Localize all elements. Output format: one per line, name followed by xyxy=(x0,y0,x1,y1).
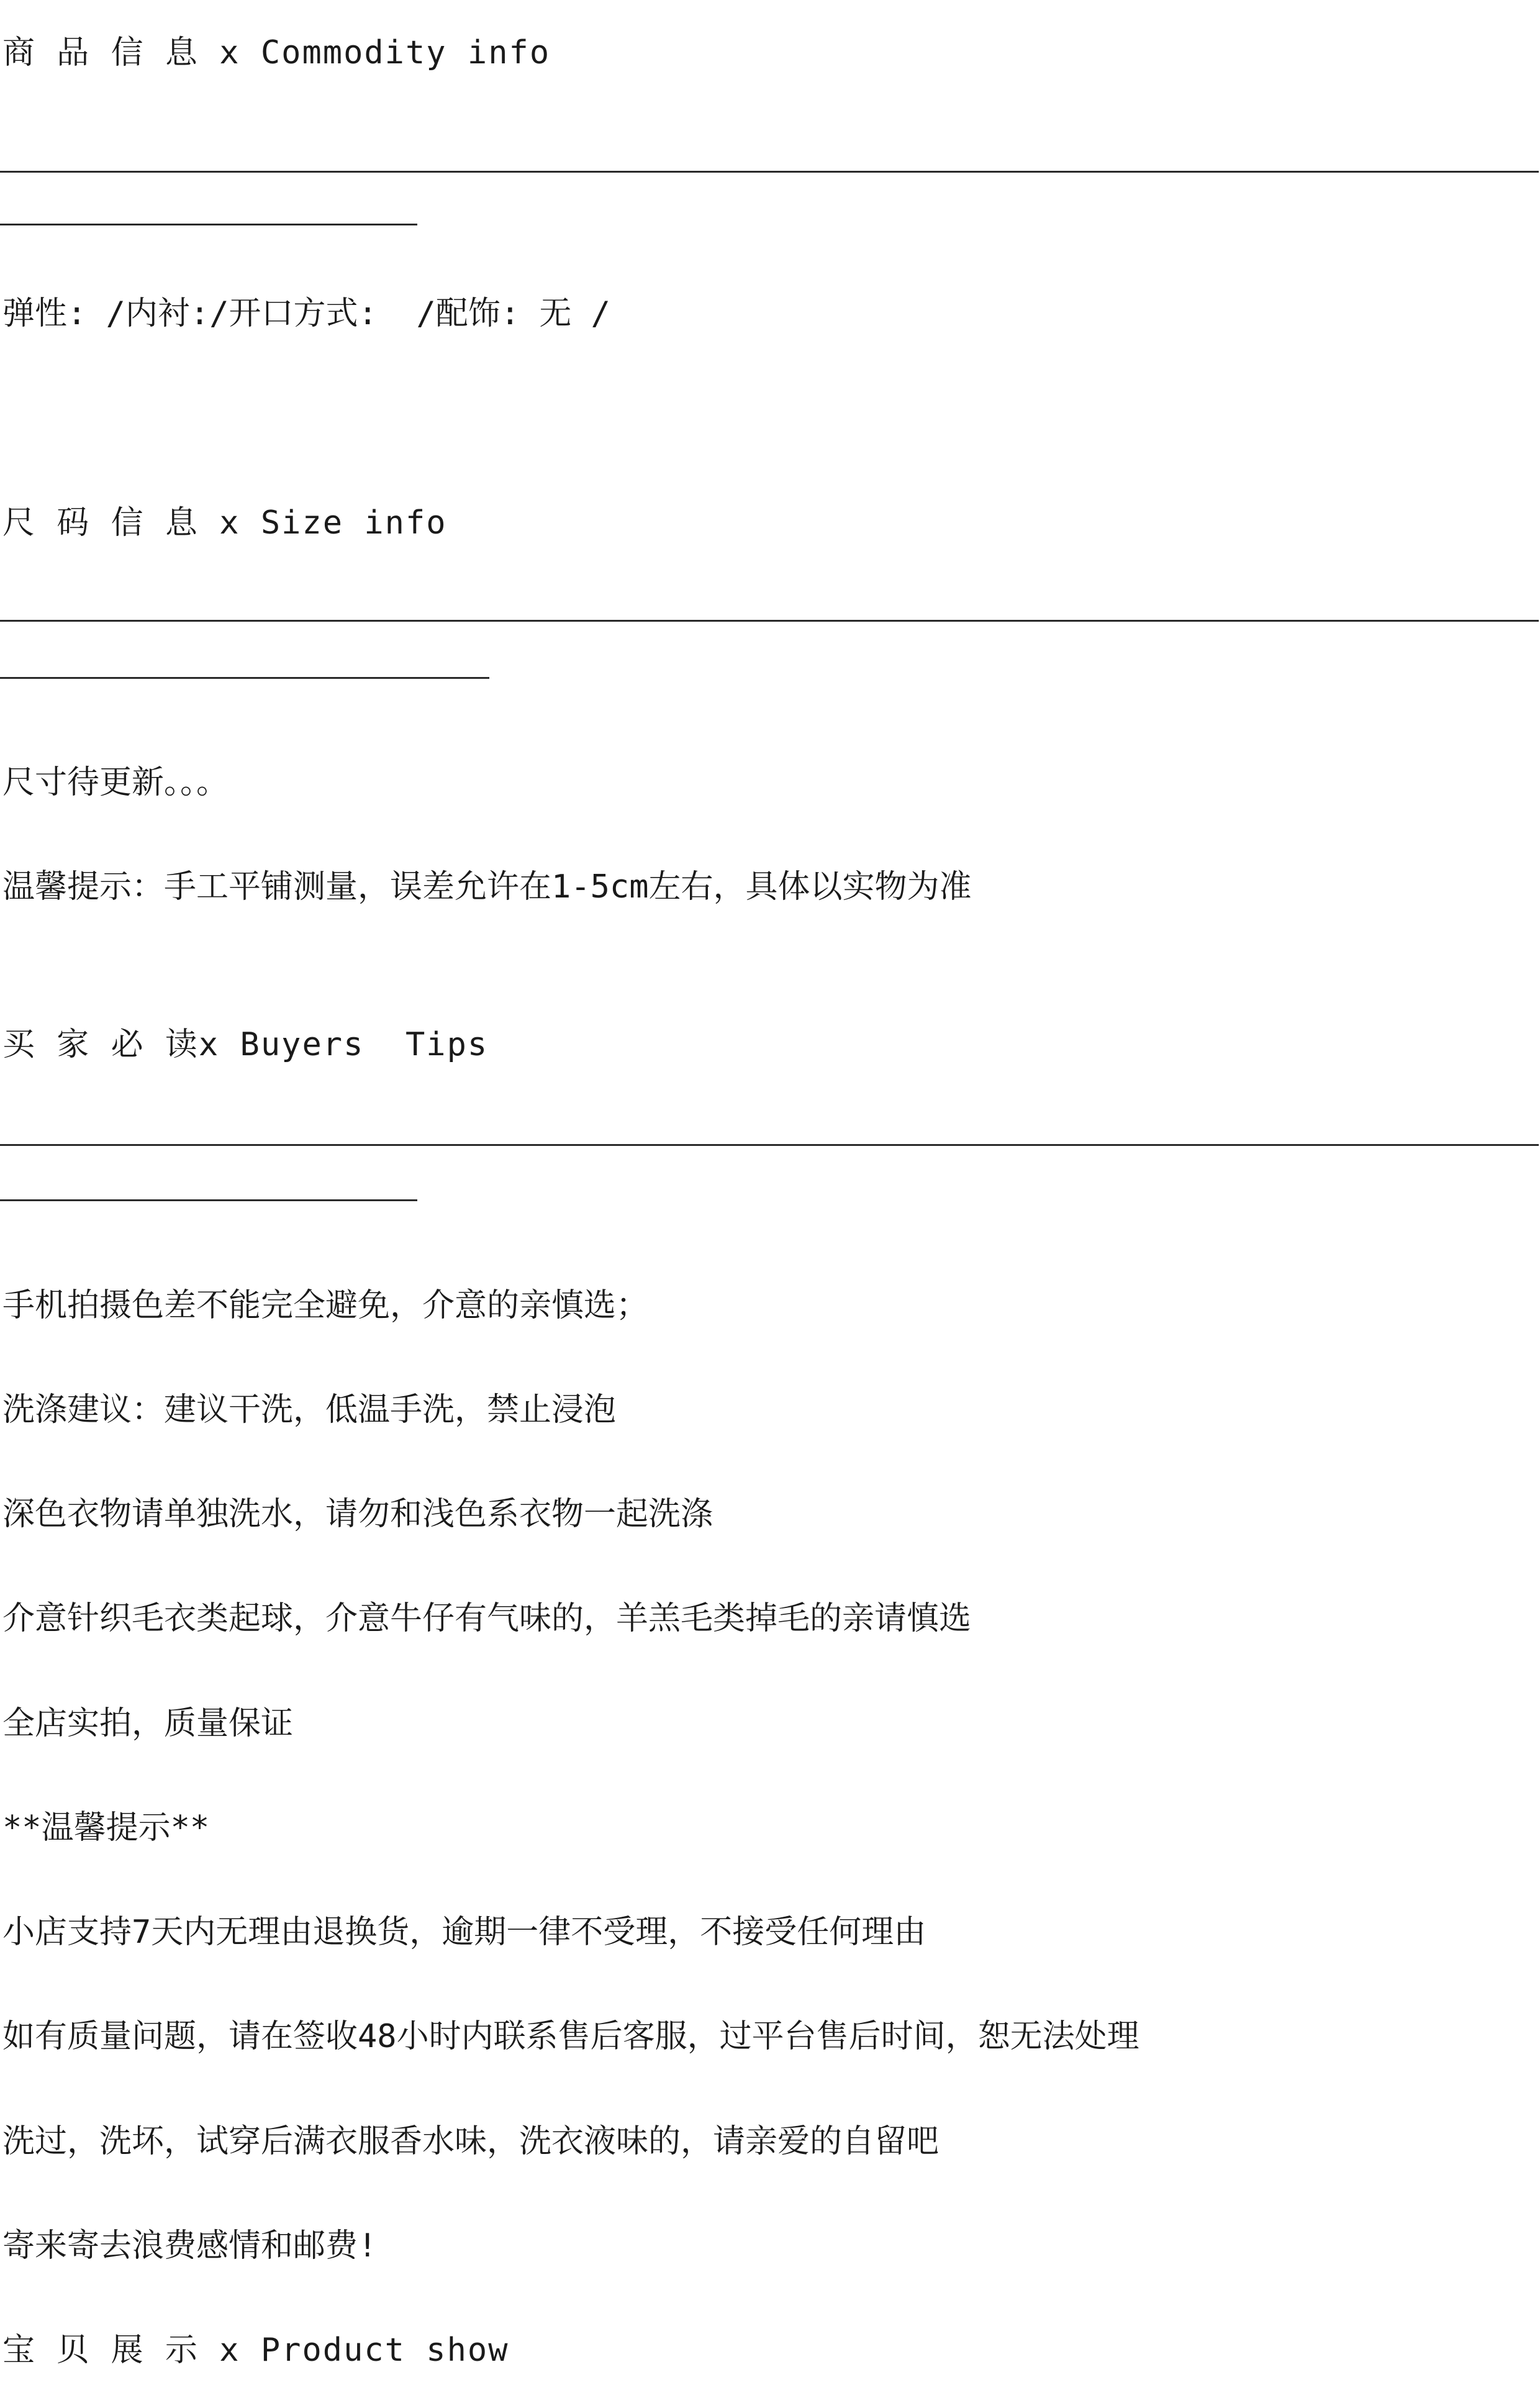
size-info-heading: 尺 码 信 息 x Size info xyxy=(2,504,447,542)
product-show-heading: 宝 贝 展 示 x Product show xyxy=(2,2332,509,2369)
buyers-tips-heading: 买 家 必 读x Buyers Tips xyxy=(2,1026,489,1063)
buyers-tip-line: **温馨提示** xyxy=(2,1809,210,1847)
size-divider-full xyxy=(0,620,1539,622)
buyers-divider-short xyxy=(0,1199,417,1201)
size-measure-tip: 温馨提示：手工平铺测量，误差允许在1-5cm左右，具体以实物为准 xyxy=(2,868,972,906)
commodity-info-heading: 商 品 信 息 x Commodity info xyxy=(2,34,551,71)
commodity-divider-full xyxy=(0,171,1539,173)
buyers-tip-line: 手机拍摄色差不能完全避免，介意的亲慎选； xyxy=(2,1287,649,1324)
buyers-tip-line: 介意针织毛衣类起球，介意牛仔有气味的，羊羔毛类掉毛的亲请慎选 xyxy=(2,1600,972,1637)
size-note: 尺寸待更新。。。 xyxy=(2,764,229,801)
size-divider-short xyxy=(0,677,489,679)
buyers-tip-line: 小店支持7天内无理由退换货，逾期一律不受理，不接受任何理由 xyxy=(2,1914,926,1951)
commodity-divider-short xyxy=(0,224,417,225)
buyers-tip-line: 如有质量问题，请在签收48小时内联系售后客服，过平台售后时间，恕无法处理 xyxy=(2,2018,1139,2055)
buyers-tip-line: 全店实拍，质量保证 xyxy=(2,1705,294,1742)
buyers-tip-line: 洗涤建议：建议干洗，低温手洗，禁止浸泡 xyxy=(2,1391,617,1429)
buyers-divider-full xyxy=(0,1144,1539,1146)
buyers-tip-line: 洗过，洗坏，试穿后满衣服香水味，洗衣液味的，请亲爱的自留吧 xyxy=(2,2123,940,2160)
buyers-tip-line: 寄来寄去浪费感情和邮费! xyxy=(2,2227,378,2265)
buyers-tip-line: 深色衣物请单独洗水，请勿和浅色系衣物一起洗涤 xyxy=(2,1496,713,1533)
commodity-details: 弹性: /内衬:/开口方式: /配饰: 无 / xyxy=(2,295,610,332)
